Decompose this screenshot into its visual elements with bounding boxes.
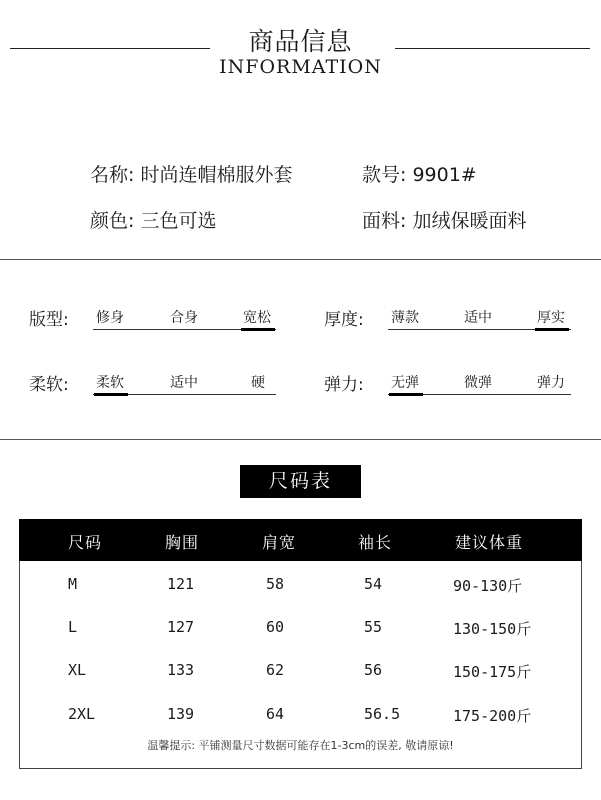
- table-cell: 121: [167, 575, 195, 593]
- attribute-option: 无弹: [391, 375, 419, 391]
- attribute-label: 版型:: [29, 310, 69, 330]
- attribute-option: 硬: [251, 375, 265, 391]
- divider-bottom: [0, 439, 601, 440]
- attribute-selected-marker: [94, 393, 128, 396]
- table-cell: 62: [266, 661, 285, 679]
- table-header-cell: 肩宽: [262, 533, 297, 552]
- section-subtitle: INFORMATION: [219, 56, 382, 78]
- table-cell: 58: [266, 575, 285, 593]
- table-cell: 139: [167, 705, 195, 723]
- attribute-option: 弹力: [537, 375, 565, 391]
- table-cell: 64: [266, 705, 285, 723]
- attribute-option: 微弹: [464, 375, 492, 391]
- table-cell: 130-150斤: [453, 620, 532, 638]
- table-cell: 56.5: [364, 705, 401, 723]
- product-fabric: 面料: 加绒保暖面料: [362, 210, 527, 232]
- measurement-note: 温馨提示: 平铺测量尺寸数据可能存在1-3cm的误差, 敬请原谅!: [147, 739, 454, 752]
- table-cell: 127: [167, 618, 195, 636]
- table-header-cell: 胸围: [165, 533, 200, 552]
- attribute-label: 柔软:: [29, 375, 69, 395]
- table-header-cell: 建议体重: [455, 533, 524, 552]
- table-cell: 55: [364, 618, 383, 636]
- attribute-option: 修身: [96, 310, 124, 326]
- size-chart-title: 尺码表: [240, 465, 361, 498]
- attribute-option: 适中: [170, 375, 198, 391]
- attribute-option: 适中: [464, 310, 492, 326]
- product-model: 款号: 9901#: [362, 164, 477, 186]
- table-cell: M: [68, 575, 78, 593]
- table-cell: 2XL: [68, 705, 96, 723]
- attribute-selected-marker: [535, 328, 569, 331]
- table-cell: 56: [364, 661, 383, 679]
- attribute-option: 薄款: [391, 310, 419, 326]
- table-cell: 60: [266, 618, 285, 636]
- attribute-option: 合身: [170, 310, 198, 326]
- divider-top: [0, 259, 601, 260]
- table-cell: 175-200斤: [453, 707, 532, 725]
- table-header-cell: 袖长: [358, 533, 393, 552]
- attribute-option: 柔软: [96, 375, 124, 391]
- table-cell: 54: [364, 575, 383, 593]
- table-cell: L: [68, 618, 78, 636]
- attribute-selected-marker: [241, 328, 275, 331]
- attribute-label: 弹力:: [324, 375, 364, 395]
- attribute-selected-marker: [389, 393, 423, 396]
- product-color: 颜色: 三色可选: [90, 210, 217, 232]
- attribute-option: 宽松: [243, 310, 271, 326]
- table-cell: 90-130斤: [453, 577, 523, 595]
- table-header-cell: 尺码: [68, 533, 103, 552]
- section-title: 商品信息: [248, 27, 353, 56]
- attribute-option: 厚实: [537, 310, 565, 326]
- table-cell: 133: [167, 661, 195, 679]
- product-name: 名称: 时尚连帽棉服外套: [90, 164, 293, 186]
- table-cell: 150-175斤: [453, 663, 532, 681]
- attribute-label: 厚度:: [324, 310, 364, 330]
- table-cell: XL: [68, 661, 87, 679]
